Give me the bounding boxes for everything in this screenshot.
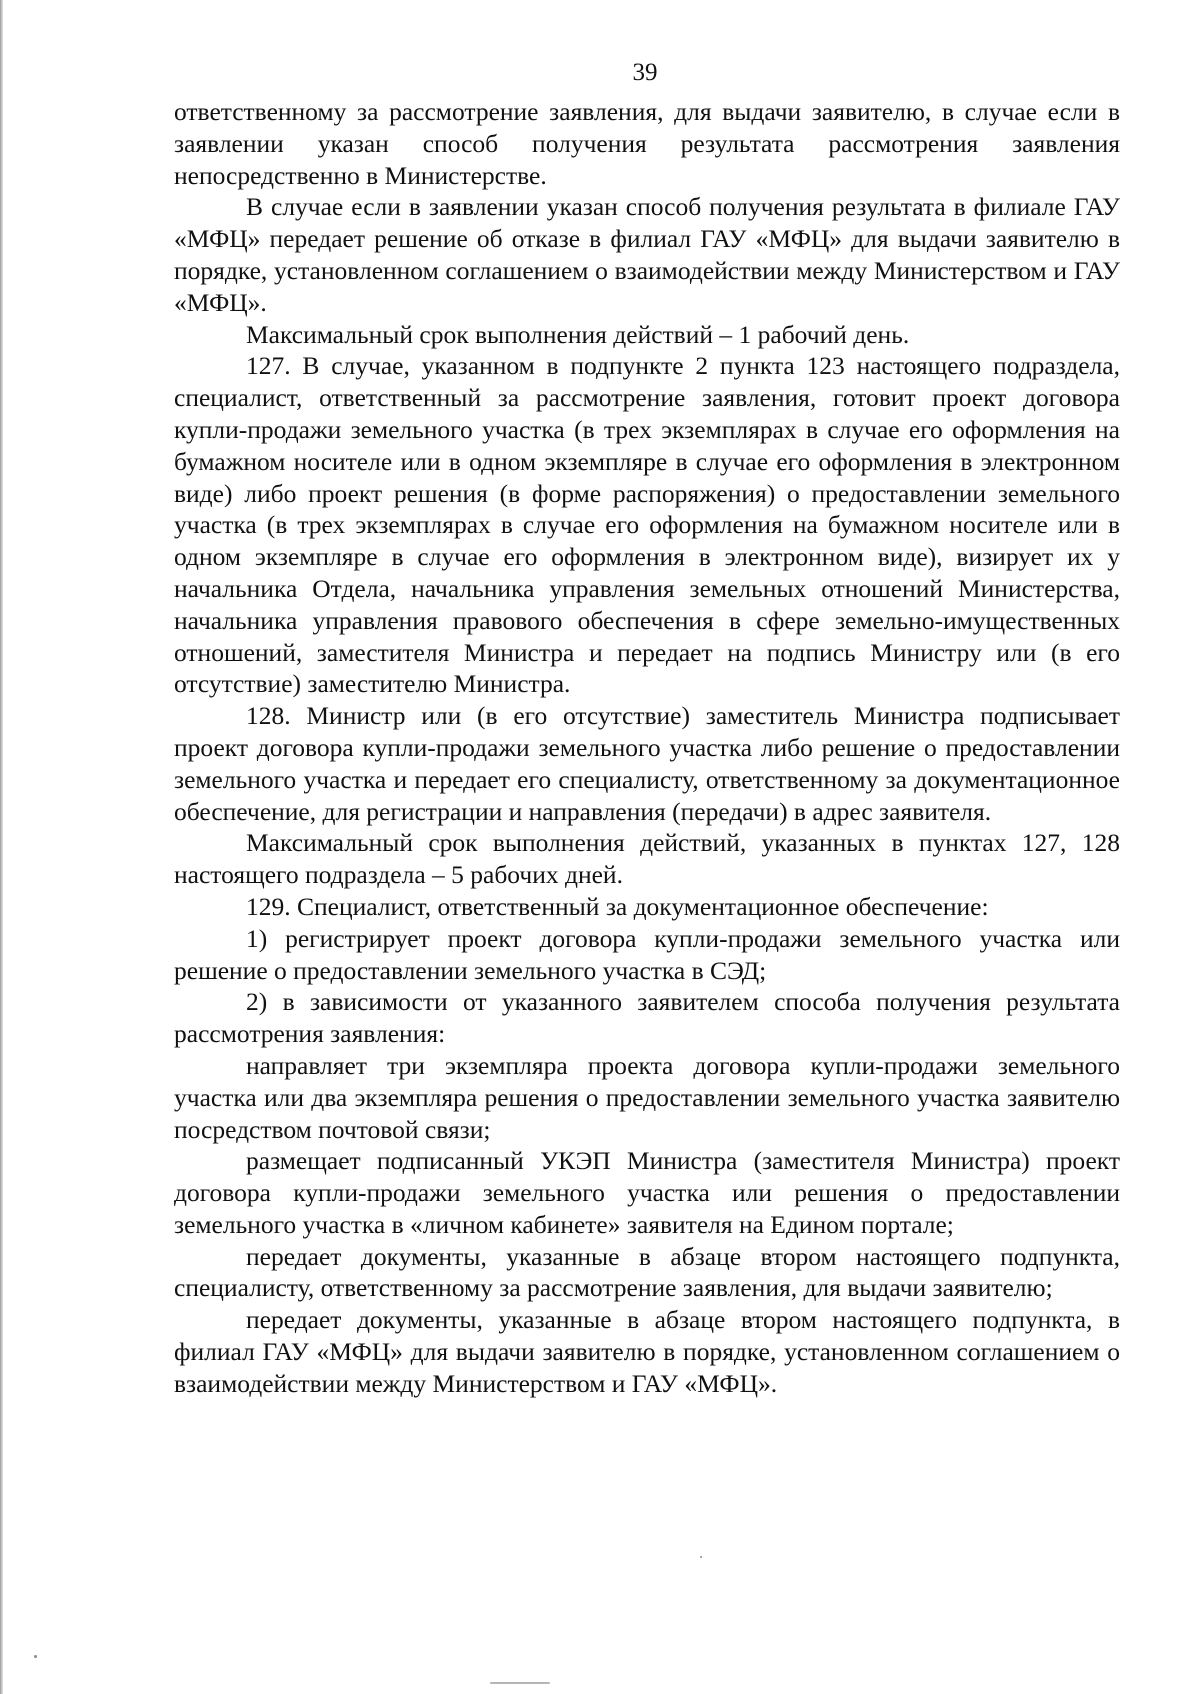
paragraph: размещает подписанный УКЭП Министра (заместителя Министра) проект договора купли-продажи земельного участка или решения о предоставлении земельного участка в «личном кабинете» заявителя на Едином портале;	[174, 1146, 1120, 1239]
paragraph: передает документы, указанные в абзаце втором настоящего подпункта, специалисту, ответственному за рассмотрение заявления, для выдачи заявителю;	[174, 1241, 1120, 1303]
paragraph: направляет три экземпляра проекта договора купли-продажи земельного участка или два экземпляра решения о предоставлении земельного участка заявителю посредством почтовой связи;	[174, 1050, 1120, 1144]
paragraph: передает документы, указанные в абзаце втором настоящего подпункта, в филиал ГАУ «МФЦ» для выдачи заявителю в порядке, установленном соглашением о взаимодействии между Министерством и ГАУ «МФЦ».	[174, 1305, 1120, 1398]
page-number: 39	[632, 59, 658, 86]
paragraph: 1) регистрирует проект договора купли-продажи земельного участка или решение о предоставлении земельного участка в СЭД;	[174, 923, 1120, 985]
paragraph: 129. Специалист, ответственный за документационное обеспечение:	[246, 891, 989, 921]
scan-speck	[700, 1556, 702, 1558]
paragraph: 128. Министр или (в его отсутствие) заместитель Министра подписывает проект договора купли-продажи земельного участка либо решение о предоставлении земельного участка и передает его специалисту, ответственному за документационное обеспечение, для регистрации и направления (передачи) в адрес заявителя.	[174, 701, 1120, 826]
scan-speck	[34, 1655, 37, 1658]
scan-left-edge	[0, 0, 3, 1694]
paragraph: В случае если в заявлении указан способ получения результата в филиале ГАУ «МФЦ» передает решение об отказе в филиал ГАУ «МФЦ» для выдачи заявителю в порядке, установленном соглашением о взаимодействии между Министерством и ГАУ «МФЦ».	[174, 192, 1120, 317]
paragraph: Максимальный срок выполнения действий, указанных в пунктах 127, 128 настоящего подраздела – 5 рабочих дней.	[174, 828, 1120, 890]
paragraph: 2) в зависимости от указанного заявителем способа получения результата рассмотрения заявления:	[174, 987, 1120, 1049]
scan-speck	[490, 1682, 550, 1684]
document-body	[174, 96, 1120, 1400]
paragraph: Максимальный срок выполнения действий – 1 рабочий день.	[246, 319, 910, 349]
paragraph: 127. В случае, указанном в подпункте 2 пункта 123 настоящего подраздела, специалист, ответственный за рассмотрение заявления, готовит проект договора купли-продажи земельного участка (в трех экземплярах в случае его оформления на бумажном носителе или в одном экземпляре в случае его оформления в электронном виде) либо проект решения (в форме распоряжения) о предоставлении земельного участка (в трех экземплярах в случае его оформления на бумажном носителе или в одном экземпляре в случае его оформления в электронном виде), визирует их у начальника Отдела, начальника управления земельных отношений Министерства, начальника управления правового обеспечения в сфере земельно-имущественных отношений, заместителя Министра и передает на подпись Министру или (в его отсутствие) заместителю Министра.	[174, 351, 1120, 699]
paragraph: ответственному за рассмотрение заявления, для выдачи заявителю, в случае если в заявлении указан способ получения результата рассмотрения заявления непосредственно в Министерстве.	[174, 97, 1120, 190]
